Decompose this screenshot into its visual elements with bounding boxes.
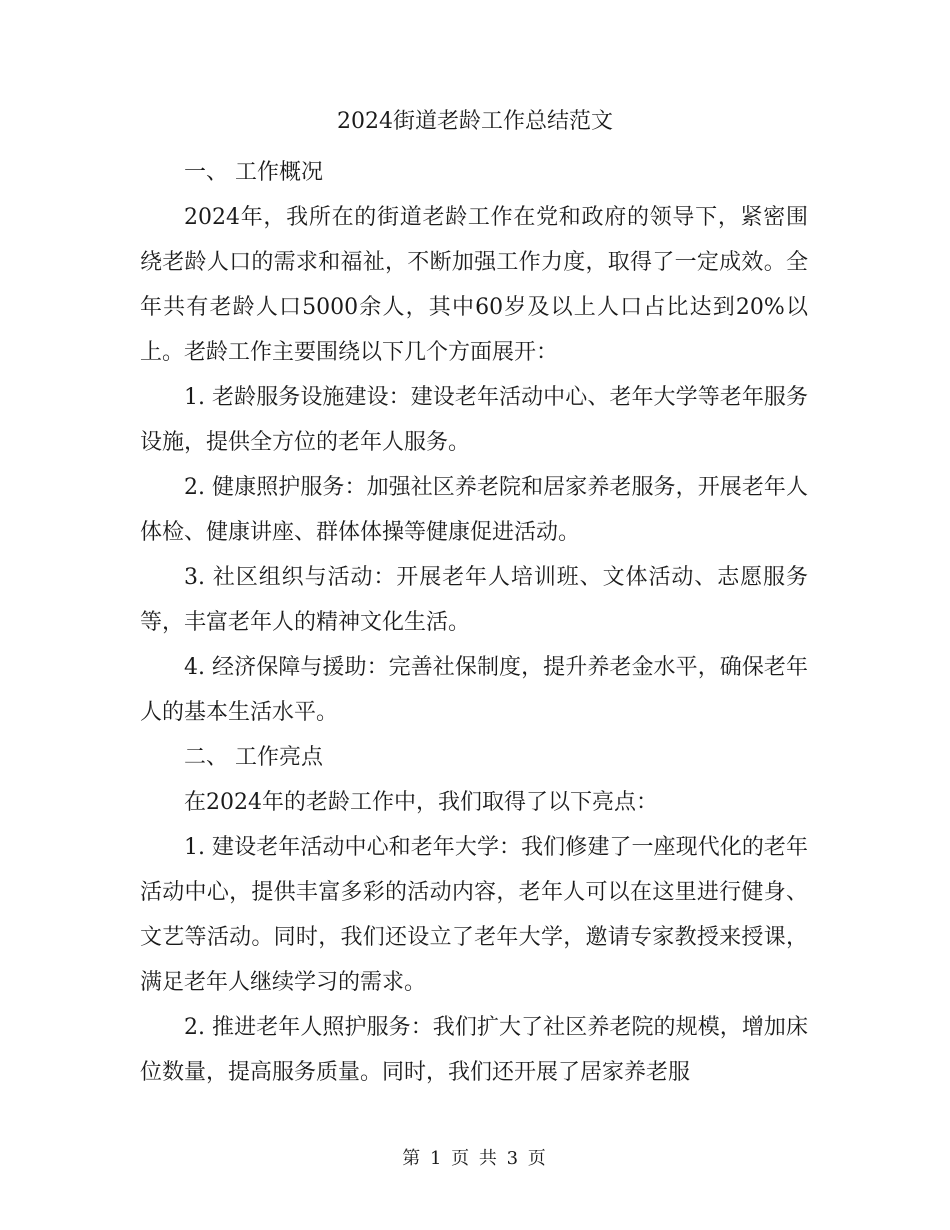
- section-heading-highlights: 二、 工作亮点: [184, 745, 323, 770]
- list-item-economic: 4. 经济保障与援助：完善社保制度，提升养老金水平，确保老年人的基本生活水平。: [140, 655, 808, 725]
- list-item-facilities: 1. 老龄服务设施建设：建设老年活动中心、老年大学等老年服务设施，提供全方位的老年人服务。: [140, 385, 808, 455]
- list-item-community: 3. 社区组织与活动：开展老年人培训班、文体活动、志愿服务等，丰富老年人的精神文化生活。: [140, 565, 808, 635]
- document-body: [140, 150, 808, 1095]
- section-heading-overview: 一、 工作概况: [184, 160, 323, 185]
- list-item-activity-center: 1. 建设老年活动中心和老年大学：我们修建了一座现代化的老年活动中心，提供丰富多彩的活动内容，老年人可以在这里进行健身、文艺等活动。同时，我们还设立了老年大学，邀请专家教授来授课，满足老年人继续学习的需求。: [140, 835, 808, 995]
- page-number-footer: 第 1 页 共 3 页: [402, 1148, 548, 1169]
- list-item-care-services: 2. 推进老年人照护服务：我们扩大了社区养老院的规模，增加床位数量，提高服务质量。同时，我们还开展了居家养老服: [140, 1015, 808, 1085]
- list-item-health-care: 2. 健康照护服务：加强社区养老院和居家养老服务，开展老年人体检、健康讲座、群体体操等健康促进活动。: [140, 475, 808, 545]
- paragraph-highlights-intro: 在2024年的老龄工作中，我们取得了以下亮点：: [184, 790, 658, 815]
- paragraph-overview: 2024年，我所在的街道老龄工作在党和政府的领导下，紧密围绕老龄人口的需求和福祉，不断加强工作力度，取得了一定成效。全年共有老龄人口5000余人，其中60岁及以上人口占比达到20%以上。老龄工作主要围绕以下几个方面展开：: [140, 205, 808, 365]
- document-title: 2024街道老龄工作总结范文: [337, 109, 613, 134]
